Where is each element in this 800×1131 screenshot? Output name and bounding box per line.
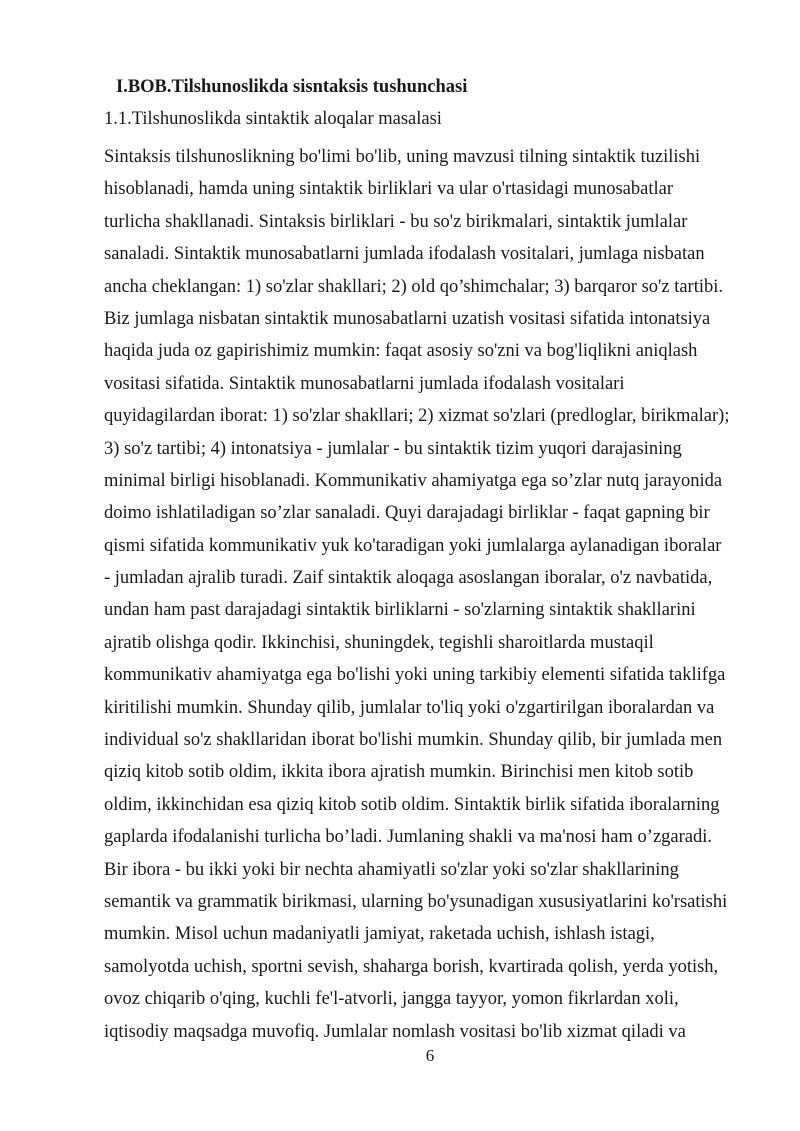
section-subheading: 1.1.Tilshunoslikda sintaktik aloqalar masalasi <box>104 109 442 129</box>
chapter-heading: I.BOB.Tilshunoslikda sisntaksis tushunchasi <box>116 77 468 97</box>
body-text-line: 3) so'z tartibi; 4) intonatsiya - jumlalar - bu sintaktik tizim yuqori darajasining <box>104 438 682 459</box>
body-text-line: Bir ibora - bu ikki yoki bir nechta ahamiyatli so'zlar yoki so'zlar shakllarining <box>104 859 679 880</box>
body-text-line: Biz jumlaga nisbatan sintaktik munosabatlarni uzatish vositasi sifatida intonatsiya <box>104 308 711 329</box>
body-text-line: kiritilishi mumkin. Shunday qilib, jumlalar to'liq yoki o'zgartirilgan iboralardan va <box>104 697 715 718</box>
body-text-line: quyidagilardan iborat: 1) so'zlar shakllari; 2) xizmat so'zlari (predloglar, birikmalar); <box>104 406 730 427</box>
body-text-line: ancha cheklangan: 1) so'zlar shakllari; 2) old qo’shimchalar; 3) barqaror so'z tartibi. <box>104 276 724 297</box>
body-text-line: kommunikativ ahamiyatga ega bo'lishi yoki uning tarkibiy elementi sifatida taklifga <box>104 665 726 686</box>
body-text <box>104 141 744 1048</box>
body-text-line: ajratib olishga qodir. Ikkinchisi, shuningdek, tegishli sharoitlarda mustaqil <box>104 632 654 653</box>
body-text-line: - jumladan ajralib turadi. Zaif sintaktik aloqaga asoslangan iboralar, o'z navbatida, <box>104 568 713 589</box>
body-text-line: vositasi sifatida. Sintaktik munosabatlarni jumlada ifodalash vositalari <box>104 373 625 394</box>
body-text-line: minimal birligi hisoblanadi. Kommunikativ ahamiyatga ega so’zlar nutq jarayonida <box>104 470 723 491</box>
body-text-line: doimo ishlatiladigan so’zlar sanaladi. Quyi darajadagi birliklar - faqat gapning bir <box>104 503 710 524</box>
body-text-line: turlicha shakllanadi. Sintaksis birliklari - bu so'z birikmalari, sintaktik jumlalar <box>104 211 688 232</box>
body-text-line: ovoz chiqarib o'qing, kuchli fe'l-atvorli, jangga tayyor, yomon fikrlardan xoli, <box>104 989 679 1010</box>
page-number: 6 <box>425 1046 435 1065</box>
body-text-line: gaplarda ifodalanishi turlicha bo’ladi. Jumlaning shakli va ma'nosi ham o’zgaradi. <box>104 827 713 848</box>
body-text-line: samolyotda uchish, sportni sevish, shaharga borish, kvartirada qolish, yerda yotish, <box>104 956 719 977</box>
body-text-line: undan ham past darajadagi sintaktik birliklarni - so'zlarning sintaktik shakllarini <box>104 600 696 621</box>
body-text-line: qiziq kitob sotib oldim, ikkita ibora ajratish mumkin. Birinchisi men kitob sotib <box>104 762 694 783</box>
body-text-line: iqtisodiy maqsadga muvofiq. Jumlalar nomlash vositasi bo'lib xizmat qiladi va <box>104 1021 686 1042</box>
body-text-line: hisoblanadi, hamda uning sintaktik birliklari va ular o'rtasidagi munosabatlar <box>104 179 673 200</box>
body-text-line: individual so'z shakllaridan iborat bo'lishi mumkin. Shunday qilib, bir jumlada men <box>104 730 723 751</box>
body-text-line: haqida juda oz gapirishimiz mumkin: faqat asosiy so'zni va bog'liqlikni aniqlash <box>104 341 698 362</box>
body-text-line: qismi sifatida kommunikativ yuk ko'taradigan yoki jumlalarga aylanadigan iboralar <box>104 535 722 556</box>
body-text-line: mumkin. Misol uchun madaniyatli jamiyat, raketada uchish, ishlash istagi, <box>104 924 655 945</box>
body-text-line: oldim, ikkinchidan esa qiziq kitob sotib oldim. Sintaktik birlik sifatida iboralarning <box>104 794 720 815</box>
body-text-line: Sintaksis tilshunoslikning bo'limi bo'lib, uning mavzusi tilning sintaktik tuzilishi <box>104 147 701 167</box>
body-text-line: semantik va grammatik birikmasi, ularning bo'ysunadigan xususiyatlarini ko'rsatishi <box>104 891 728 912</box>
body-text-line: sanaladi. Sintaktik munosabatlarni jumlada ifodalash vositalari, jumlaga nisbatan <box>104 244 705 265</box>
